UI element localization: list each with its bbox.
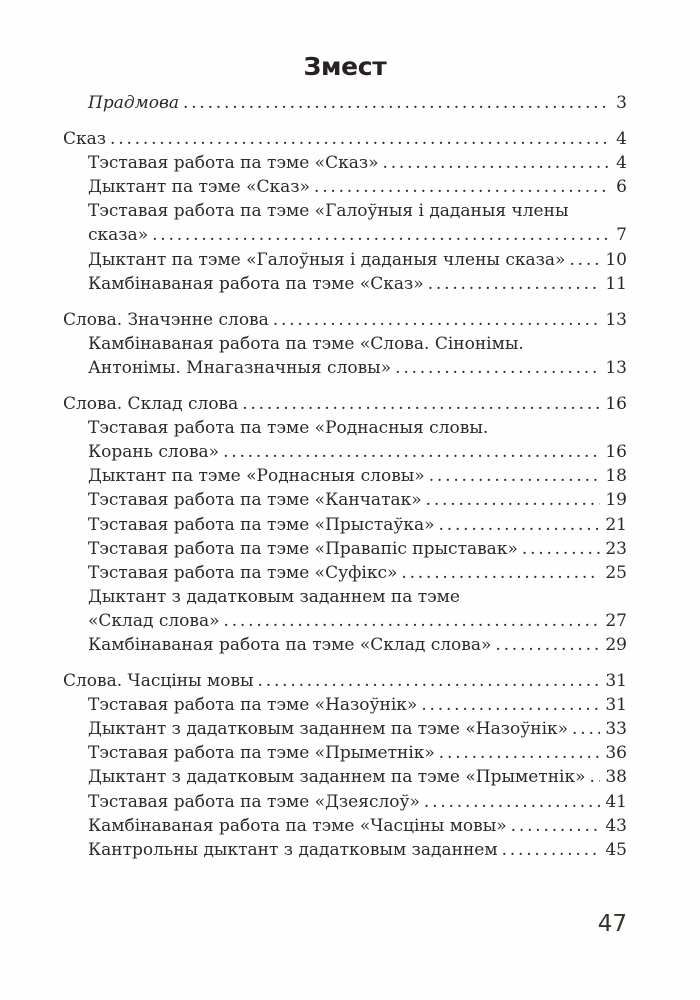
toc-entry-page: 11 <box>605 273 627 294</box>
dot-leader <box>424 790 600 814</box>
dot-leader <box>572 717 600 741</box>
page-title: Змест <box>303 52 387 81</box>
dot-leader <box>569 248 600 272</box>
dot-leader <box>242 392 600 416</box>
toc-entry <box>63 248 627 272</box>
toc-entry-label: Слова. Часціны мовы <box>63 671 254 692</box>
toc-entry-label: Дыктант з дадатковым заданнем па тэме <box>88 586 460 607</box>
toc-entry-label: Слова. Значэнне слова <box>63 309 269 330</box>
toc-entry-page: 41 <box>605 791 627 812</box>
toc-entry-label: Дыктант з дадатковым заданнем па тэме «Прыметнік» <box>88 767 586 788</box>
toc-entry-label: Кантрольны дыктант з дадатковым заданнем <box>88 839 498 860</box>
dot-leader <box>522 537 601 561</box>
toc-entry-page: 7 <box>616 225 627 246</box>
toc-entry <box>63 633 627 657</box>
dot-leader <box>273 308 601 332</box>
toc-entry-page: 45 <box>605 839 627 860</box>
toc-entry <box>63 127 627 151</box>
toc-entry-page: 4 <box>616 129 627 150</box>
toc-entry <box>63 223 627 247</box>
toc-entry <box>63 814 627 838</box>
toc-entry-label: Тэставая работа па тэме «Галоўныя і даданыя члены <box>88 201 569 222</box>
dot-leader <box>590 765 601 789</box>
toc-entry-label: Антонімы. Мнагазначныя словы» <box>88 357 392 378</box>
toc-entry <box>63 91 627 115</box>
toc-entry <box>63 272 627 296</box>
toc-entry <box>63 693 627 717</box>
dot-leader <box>383 151 612 175</box>
toc-entry-page: 3 <box>616 93 627 113</box>
toc-entry-page: 16 <box>605 442 627 463</box>
dot-leader <box>421 693 600 717</box>
dot-leader <box>502 838 601 862</box>
toc-entry <box>63 609 627 633</box>
toc-entry-page: 38 <box>605 767 627 788</box>
toc-entry-label: Камбінаваная работа па тэме «Часціны мовы» <box>88 815 507 836</box>
toc-entry-page: 6 <box>616 177 627 198</box>
toc-entry-page: 18 <box>605 466 627 487</box>
dot-leader <box>495 633 600 657</box>
toc-entry <box>63 464 627 488</box>
toc-entry <box>63 488 627 512</box>
toc-entry-label: сказа» <box>88 225 149 246</box>
toc-entry-page: 43 <box>605 815 627 836</box>
toc-entry-page: 4 <box>616 153 627 174</box>
toc-entry <box>63 585 627 609</box>
toc-entry-label: Тэставая работа па тэме «Дзеяслоў» <box>88 791 420 812</box>
toc-entry-page: 21 <box>605 514 627 535</box>
toc-entry-label: Дыктант па тэме «Роднасныя словы» <box>88 466 425 487</box>
dot-leader <box>152 223 611 247</box>
dot-leader <box>224 609 601 633</box>
toc-entry <box>63 513 627 537</box>
toc-entry <box>63 308 627 332</box>
toc-entry-page: 29 <box>605 634 627 655</box>
toc-entry-label: Тэставая работа па тэме «Суфікс» <box>88 562 398 583</box>
dot-leader <box>258 669 601 693</box>
toc-entry-label: Прадмова <box>88 93 179 113</box>
toc-entry-label: Дыктант па тэме «Галоўныя і даданыя члены сказа» <box>88 249 566 270</box>
toc-entry <box>63 790 627 814</box>
toc-entry-page: 16 <box>605 394 627 415</box>
toc-entry-label: Камбінаваная работа па тэме «Слова. Сінонімы. <box>88 333 524 354</box>
toc-entry-page: 13 <box>605 357 627 378</box>
toc-entry-label: Дыктант з дадатковым заданнем па тэме «Назоўнік» <box>88 719 569 740</box>
toc-entry-label: Корань слова» <box>88 442 220 463</box>
toc-entry-label: Тэставая работа па тэме «Назоўнік» <box>88 695 418 716</box>
toc-entry <box>63 669 627 693</box>
toc-entry-label: Тэставая работа па тэме «Сказ» <box>88 153 379 174</box>
dot-leader <box>428 272 601 296</box>
toc-entry-label: «Склад слова» <box>88 610 220 631</box>
toc-entry <box>63 416 627 440</box>
toc-entry-label: Тэставая работа па тэме «Прыстаўка» <box>88 514 435 535</box>
toc-entry-label: Слова. Склад слова <box>63 394 239 415</box>
dot-leader <box>183 91 611 115</box>
toc-entry <box>63 332 627 356</box>
toc-entry-page: 23 <box>605 538 627 559</box>
toc-entry <box>63 175 627 199</box>
toc-entry-label: Камбінаваная работа па тэме «Сказ» <box>88 273 424 294</box>
toc-entry <box>63 838 627 862</box>
toc-entry-page: 27 <box>605 610 627 631</box>
toc-entry-page: 31 <box>605 671 627 692</box>
dot-leader <box>223 440 600 464</box>
dot-leader <box>426 488 601 512</box>
toc-entry-label: Тэставая работа па тэме «Роднасныя словы. <box>88 418 489 439</box>
toc-entry-page: 10 <box>605 249 627 270</box>
toc-entry <box>63 151 627 175</box>
toc-entry-page: 36 <box>605 743 627 764</box>
toc-list <box>63 91 627 862</box>
toc-entry <box>63 765 627 789</box>
toc-entry <box>63 392 627 416</box>
toc-entry-label: Тэставая работа па тэме «Канчатак» <box>88 490 422 511</box>
toc-entry-page: 31 <box>605 695 627 716</box>
dot-leader <box>314 175 611 199</box>
toc-entry-label: Тэставая работа па тэме «Правапіс прыставак» <box>88 538 518 559</box>
toc-entry-page: 13 <box>605 309 627 330</box>
toc-entry-page: 25 <box>605 562 627 583</box>
toc-entry <box>63 561 627 585</box>
dot-leader <box>511 814 601 838</box>
dot-leader <box>429 464 601 488</box>
dot-leader <box>110 127 611 151</box>
toc-entry-label: Сказ <box>63 129 107 150</box>
toc-entry <box>63 741 627 765</box>
toc-entry-label: Дыктант па тэме «Сказ» <box>88 177 310 198</box>
toc-entry-label: Тэставая работа па тэме «Прыметнік» <box>88 743 435 764</box>
dot-leader <box>395 356 600 380</box>
dot-leader <box>439 741 601 765</box>
toc-entry <box>63 199 627 223</box>
toc-entry-page: 33 <box>605 719 627 740</box>
dot-leader <box>439 513 601 537</box>
page-number: 47 <box>597 911 627 937</box>
toc-entry-page: 19 <box>605 490 627 511</box>
toc-entry-label: Камбінаваная работа па тэме «Склад слова» <box>88 634 492 655</box>
dot-leader <box>401 561 600 585</box>
toc-entry <box>63 717 627 741</box>
toc-entry <box>63 440 627 464</box>
toc-entry <box>63 356 627 380</box>
toc-entry <box>63 537 627 561</box>
